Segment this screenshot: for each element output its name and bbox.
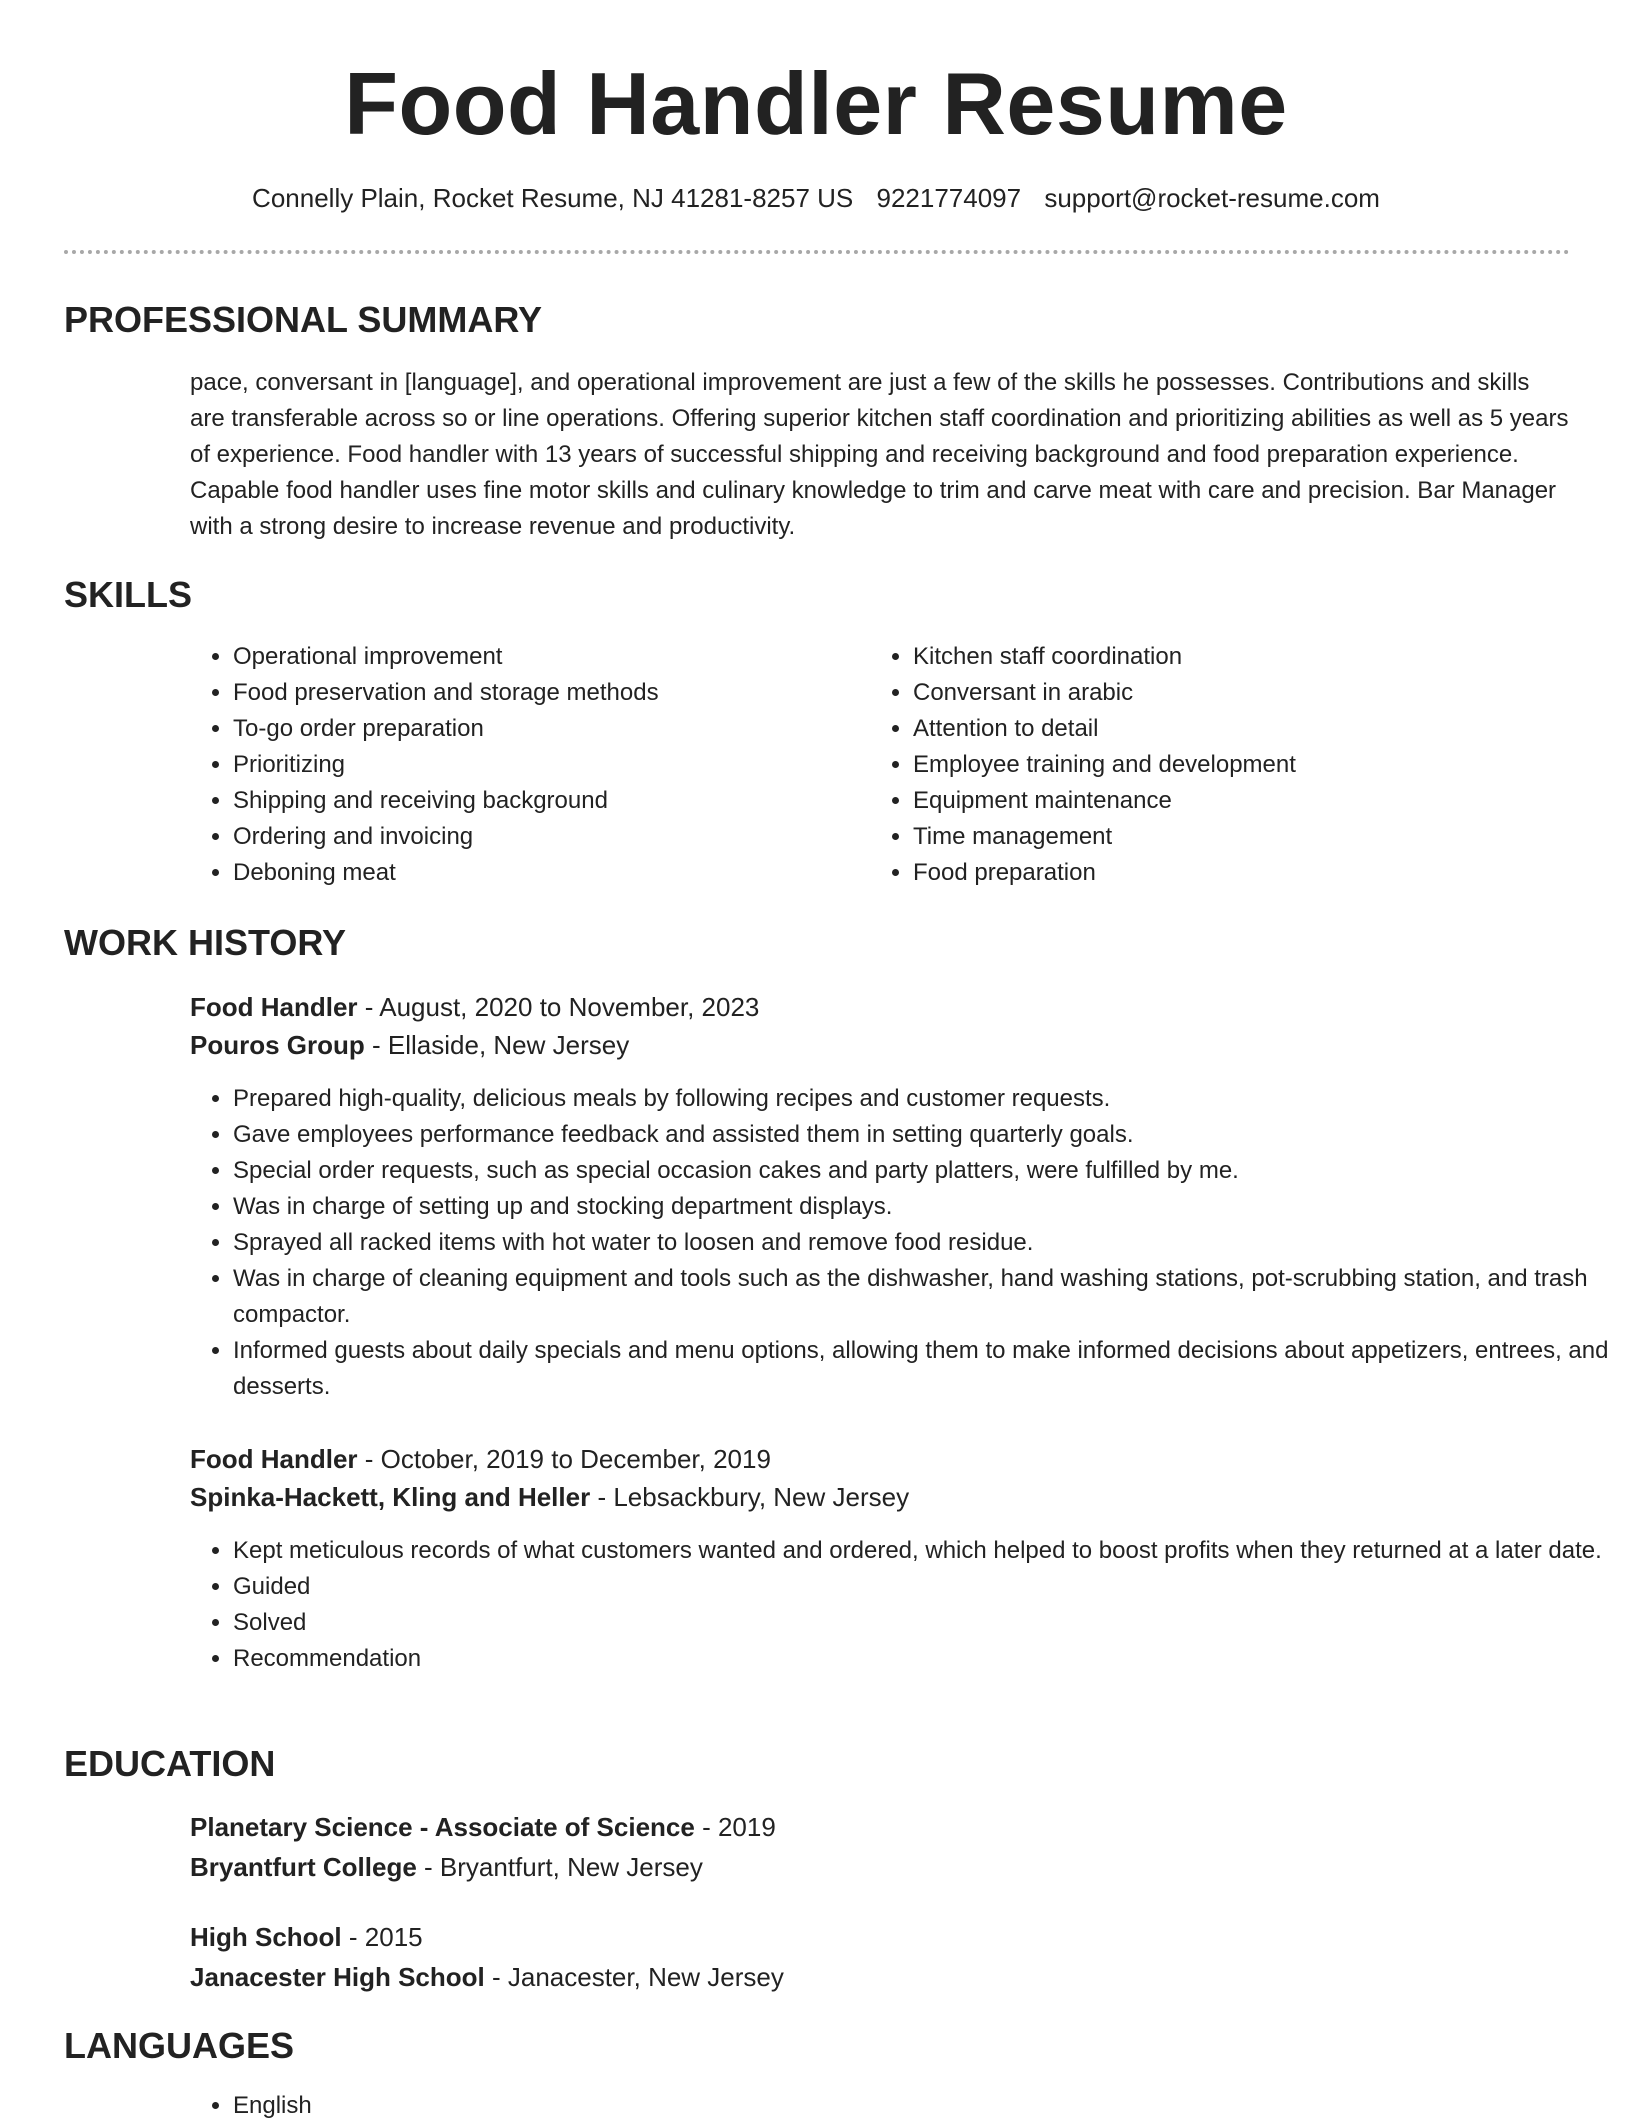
contact-address: Connelly Plain, Rocket Resume, NJ 41281-8257 US [252, 183, 854, 213]
summary-text: pace, conversant in [language], and operational improvement are just a few of the skills he possesses. Contributions and skills are transferable across so or line operations. Offering superior kitchen staff coordination and prioritizing abilities as well as 5 years of experience. Food handler with 13 years of successful shipping and receiving background and food preparation experience. Capable food handler uses fine motor skills and culinary knowledge to trim and carve meat with care and precision. Bar Manager with a strong desire to increase revenue and productivity. [190, 369, 1569, 540]
contact-email: support@rocket-resume.com [1044, 183, 1380, 213]
education-school-line [190, 1848, 703, 1886]
skill-item: • Prioritizing [233, 747, 833, 783]
job-bullet: • Sprayed all racked items with hot water to loosen and remove food residue. [233, 1225, 1613, 1261]
contact-phone: 9221774097 [876, 183, 1022, 213]
contact-line [0, 180, 1632, 216]
education-location: - Bryantfurt, New Jersey [416, 1852, 703, 1882]
job-bullet: • Solved [233, 1605, 1613, 1641]
section-heading-skills: SKILLS [64, 574, 193, 615]
education-year: - 2019 [694, 1812, 776, 1842]
job-title: Food Handler [190, 1444, 358, 1474]
skills-list-right [870, 639, 1563, 891]
languages-list [190, 2088, 833, 2124]
job-title: Food Handler [190, 992, 358, 1022]
job-bullet: • Gave employees performance feedback and assisted them in setting quarterly goals. [233, 1117, 1613, 1153]
job-bullets [190, 1081, 1613, 1405]
education-degree: Planetary Science - Associate of Science [190, 1812, 695, 1842]
skill-item: • Employee training and development [913, 747, 1563, 783]
skill-item: • Shipping and receiving background [233, 783, 833, 819]
skill-item: • To-go order preparation [233, 711, 833, 747]
skill-item: • Deboning meat [233, 855, 833, 891]
education-location: - Janacester, New Jersey [484, 1962, 784, 1992]
skill-item: • Time management [913, 819, 1563, 855]
job-bullet: • Special order requests, such as special occasion cakes and party platters, were fulfilled by me. [233, 1153, 1613, 1189]
skill-item: • Food preparation [913, 855, 1563, 891]
job-location: - Ellaside, New Jersey [364, 1030, 630, 1060]
job-title-line [190, 1440, 771, 1478]
education-degree-line [190, 1808, 776, 1846]
job-title-line [190, 988, 759, 1026]
job-bullet: • Kept meticulous records of what customers wanted and ordered, which helped to boost profits when they returned at a later date. [233, 1533, 1613, 1569]
section-heading-languages: LANGUAGES [64, 2025, 295, 2066]
job-company-line [190, 1026, 629, 1064]
education-school: Janacester High School [190, 1962, 485, 1992]
job-bullet: • Recommendation [233, 1641, 1613, 1677]
job-location: - Lebsackbury, New Jersey [590, 1482, 910, 1512]
job-bullet: • Informed guests about daily specials and menu options, allowing them to make informed decisions about appetizers, entrees, and desserts. [233, 1333, 1613, 1405]
skill-item: • Attention to detail [913, 711, 1563, 747]
skill-item: • Conversant in arabic [913, 675, 1563, 711]
skill-item: • Operational improvement [233, 639, 833, 675]
section-heading-summary: PROFESSIONAL SUMMARY [64, 299, 543, 340]
resume-title: Food Handler Resume [344, 54, 1288, 153]
education-degree: High School [190, 1922, 342, 1952]
education-school-line [190, 1958, 784, 1996]
job-company-line [190, 1478, 909, 1516]
job-bullet: • Guided [233, 1569, 1613, 1605]
section-heading-work: WORK HISTORY [64, 922, 347, 963]
education-year: - 2015 [341, 1922, 423, 1952]
section-heading-education: EDUCATION [64, 1743, 276, 1784]
header-divider [64, 250, 1570, 254]
skill-item: • Food preservation and storage methods [233, 675, 833, 711]
skill-item: • Ordering and invoicing [233, 819, 833, 855]
job-bullet: • Was in charge of cleaning equipment and tools such as the dishwasher, hand washing stations, pot-scrubbing station, and trash compactor. [233, 1261, 1613, 1333]
education-degree-line [190, 1918, 423, 1956]
job-bullet: • Was in charge of setting up and stocking department displays. [233, 1189, 1613, 1225]
skill-item: • Kitchen staff coordination [913, 639, 1563, 675]
skills-list-left [190, 639, 833, 891]
job-dates: - August, 2020 to November, 2023 [357, 992, 760, 1022]
job-company: Spinka-Hackett, Kling and Heller [190, 1482, 591, 1512]
education-school: Bryantfurt College [190, 1852, 417, 1882]
job-company: Pouros Group [190, 1030, 365, 1060]
job-dates: - October, 2019 to December, 2019 [357, 1444, 771, 1474]
job-bullet: • Prepared high-quality, delicious meals by following recipes and customer requests. [233, 1081, 1613, 1117]
job-bullets [190, 1533, 1613, 1677]
language-item: • English [233, 2088, 833, 2124]
skill-item: • Equipment maintenance [913, 783, 1563, 819]
